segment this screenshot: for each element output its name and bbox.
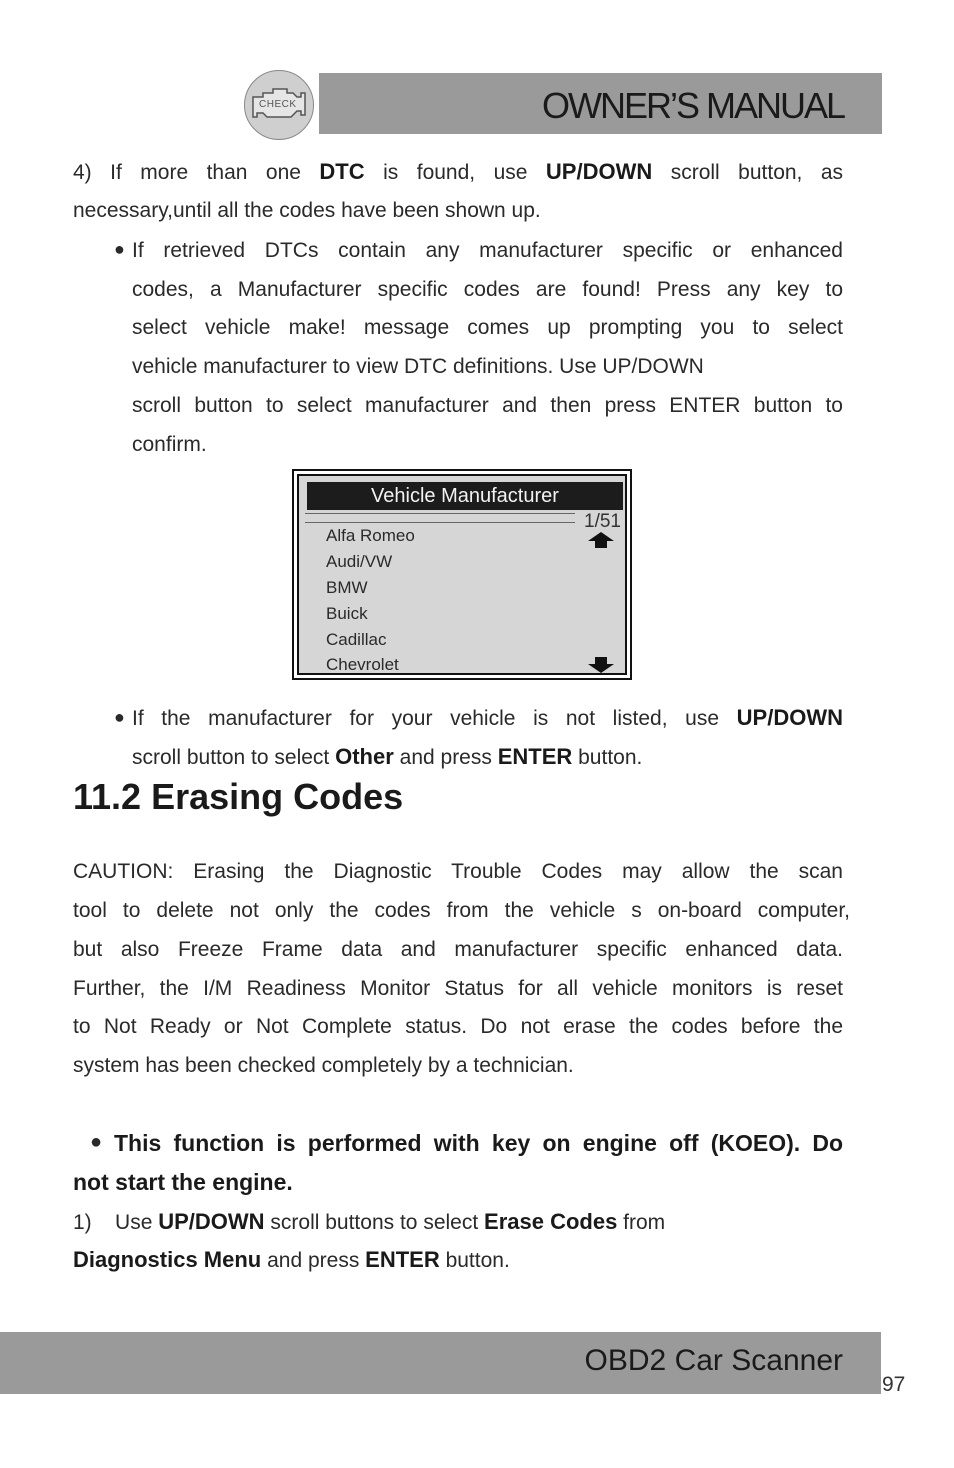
- screen-separator: [305, 513, 575, 523]
- bullet-dot: ●: [90, 1131, 103, 1153]
- step-1-line-2: Diagnostics Menu and press ENTER button.: [73, 1247, 510, 1272]
- bullet-dot: ●: [114, 239, 125, 259]
- manufacturer-item: Chevrolet: [326, 655, 399, 674]
- manufacturer-item: Buick: [326, 604, 368, 623]
- caution-line: Further, the I/M Readiness Monitor Status for all vehicle monitors is reset: [73, 977, 843, 1000]
- footer-title: OBD2 Car Scanner: [584, 1344, 843, 1377]
- enter-term: ENTER: [365, 1247, 440, 1272]
- enter-term: ENTER: [497, 744, 573, 769]
- note-line-1: This function is performed with key on engine off (KOEO). Do: [114, 1130, 843, 1156]
- erase-codes-term: Erase Codes: [484, 1209, 618, 1234]
- manufacturer-item: Alfa Romeo: [326, 526, 415, 545]
- screen-page-count: 1/51: [584, 511, 621, 532]
- note-line-2: not start the engine.: [73, 1169, 293, 1195]
- arrow-up-icon: [588, 532, 614, 548]
- bullet-dot: ●: [114, 707, 125, 727]
- manufacturer-item: BMW: [326, 578, 368, 597]
- bullet-2-line-1: If the manufacturer for your vehicle is not listed, use UP/DOWN: [132, 705, 843, 730]
- screen-title: Vehicle Manufacturer: [307, 482, 623, 510]
- bullet-1-line: codes, a Manufacturer specific codes are found! Press any key to: [132, 278, 843, 301]
- updown-term: UP/DOWN: [545, 159, 653, 184]
- bullet-1-line: vehicle manufacturer to view DTC definitions. Use UP/DOWN: [132, 355, 704, 378]
- diagnostics-menu-term: Diagnostics Menu: [73, 1247, 262, 1272]
- arrow-down-icon: [588, 657, 614, 673]
- other-term: Other: [335, 744, 394, 769]
- page-number: 97: [882, 1373, 906, 1396]
- bullet-1-line: scroll button to select manufacturer and then press ENTER button to: [132, 394, 843, 417]
- dtc-term: DTC: [319, 159, 365, 184]
- updown-term: UP/DOWN: [736, 705, 843, 730]
- step-1-line-1: 1) Use UP/DOWN scroll buttons to select Erase Codes from: [73, 1209, 666, 1234]
- caution-line: system has been checked completely by a technician.: [73, 1054, 574, 1077]
- screen-display: [297, 474, 627, 675]
- caution-line: to Not Ready or Not Complete status. Do not erase the codes before the: [73, 1015, 843, 1038]
- manufacturer-item: Audi/VW: [326, 552, 393, 571]
- step-number: 1): [73, 1211, 92, 1234]
- caution-line: but also Freeze Frame data and manufacturer specific enhanced data.: [73, 938, 843, 961]
- bullet-1-line: confirm.: [132, 433, 207, 456]
- manufacturer-item: Cadillac: [326, 630, 387, 649]
- scanner-screen: [292, 469, 632, 680]
- bullet-1-line: select vehicle make! message comes up prompting you to select: [132, 316, 843, 339]
- bullet-1-line: If retrieved DTCs contain any manufacturer specific or enhanced: [132, 239, 843, 262]
- logo-text: CHECK: [259, 99, 297, 110]
- section-heading: 11.2 Erasing Codes: [73, 776, 404, 817]
- caution-line: tool to delete not only the codes from the vehicle s on-board computer,: [73, 899, 850, 922]
- updown-term: UP/DOWN: [158, 1209, 265, 1234]
- check-engine-logo: [244, 70, 314, 140]
- caution-line: CAUTION: Erasing the Diagnostic Trouble Codes may allow the scan: [73, 860, 843, 883]
- bullet-2-line-2: scroll button to select Other and press ENTER button.: [132, 744, 643, 769]
- step-4-line-1: 4) If more than one DTC is found, use UP/DOWN scroll button, as: [73, 159, 844, 184]
- step-number: 4): [73, 161, 92, 184]
- header-bar: [319, 73, 882, 134]
- footer-bar: [0, 1332, 881, 1394]
- step-4-line-2: necessary,until all the codes have been shown up.: [73, 199, 541, 222]
- manual-title: OWNER’S MANUAL: [541, 85, 844, 126]
